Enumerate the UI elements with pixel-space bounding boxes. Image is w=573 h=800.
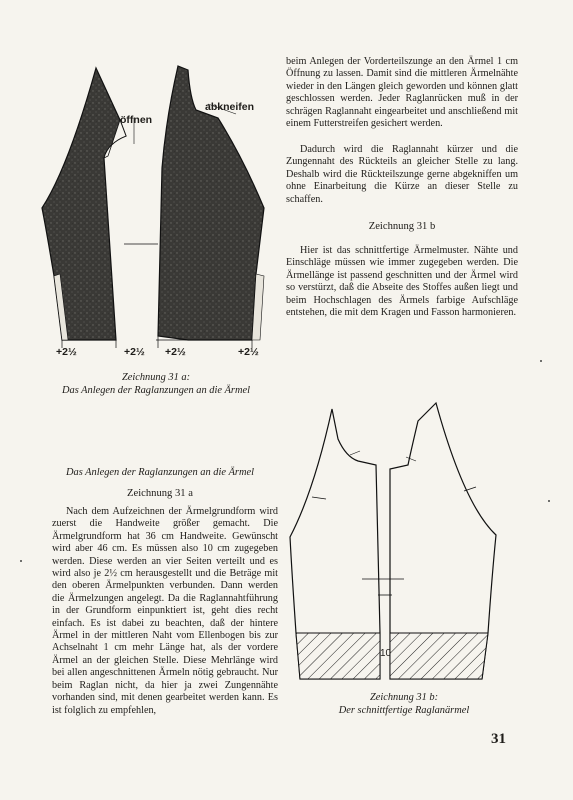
label-cut: abkneifen	[205, 101, 255, 113]
dust-speck	[540, 360, 542, 362]
figure-31a-caption-title: Zeichnung 31 a:	[121, 372, 191, 383]
label-plus-mid-right: +2½	[165, 346, 186, 358]
label-open: öffnen	[120, 114, 153, 126]
right-paragraph-3: Hier ist das schnittfertige Ärmelmuster. Nähte und Einschläge müssen wie immer zugegeben werden. Die Ärmellänge ist passend geschnitten und der Ärmel wird so verstürzt, daß die Abseite des Stoffes außen liegt und beim Hochschlagen des Ärmels farbige Aufschläge entstehen, die mit dem Kragen und Fasson harmonieren.	[286, 245, 518, 319]
left-heading: Zeichnung 31 a	[127, 488, 193, 499]
page-number: 31	[491, 731, 506, 747]
figure-31b-drawing	[286, 395, 512, 695]
figure-31b-caption-text: Der schnittfertige Raglanärmel	[338, 705, 470, 716]
figure-31b-caption-title: Zeichnung 31 b:	[369, 692, 439, 703]
figure-31a-caption	[44, 371, 268, 397]
front-sleeve-shape	[42, 68, 126, 340]
label-plus-mid-left: +2½	[124, 346, 145, 358]
left-paragraph: Nach dem Aufzeichnen der Ärmelgrundform wird zuerst die Handweite größer gemacht. Die Ärmelgrundform hat 36 cm Handweite. Gewünscht wird aber 46 cm. Es müssen also 10 cm zugegeben werden. Diese werden an vier Seiten verteilt und es wird also je 2½ cm herausgestellt und die Beträge mit den oberen Ärmelpunkten verbunden. Dann werden die Ärmelzungen angelegt. Da die Raglannahtführung in der Grundform einpunktiert ist, geht dies recht einfach. Es ist dabei zu beachten, daß der hintere Ärmel in der mittleren Naht vom Ellenbogen bis zur Achselnaht 1 cm mehr Länge hat, als der vordere Ärmel an der gleichen Stelle. Diese Mehrlänge wird bei allen angeschnittenen Ärmeln nötig gebraucht. Nur beim Raglan nicht, da hier ja zwei Zungennähte vorhanden sind, mit denen gearbeitet werden kann. Es ist folglich zu empfehlen,	[52, 506, 278, 716]
figure-31a-drawing	[38, 48, 278, 364]
label-plus-right: +2½	[238, 346, 259, 358]
label-plus-left: +2½	[56, 346, 77, 358]
right-heading: Zeichnung 31 b	[368, 221, 436, 232]
label-ten: 10	[380, 648, 392, 659]
dust-speck	[20, 560, 22, 562]
figure-31a-caption-text: Das Anlegen der Raglanzungen an die Ärmel	[62, 385, 250, 396]
right-paragraph-2: Dadurch wird die Raglannaht kürzer und die Zungennaht des Rückteils an gleicher Stelle zu lang. Deshalb wird die Rückteilszunge gerne abgekniffen um ohne Einarbeitung die Kürze an dieser Stelle zu schaffen.	[286, 144, 518, 205]
front-cuff-hatch	[296, 633, 380, 679]
figure-31b-caption	[300, 691, 508, 717]
section-title: Das Anlegen der Raglanzungen an die Ärmel	[66, 467, 254, 478]
right-paragraph-1: beim Anlegen der Vorderteilszunge an den Ärmel 1 cm Öffnung zu lassen. Damit sind die mittleren Ärmelnähte wieder in den Längen gleich geworden und können glatt geschlossen werden. Jeder Raglanrücken muß in der schrägen Raglannaht eingearbeitet und anschließend mit einem Futterstreifen gesichert werden.	[286, 56, 518, 130]
dust-speck	[548, 500, 550, 502]
back-cuff-hatch	[390, 633, 488, 679]
